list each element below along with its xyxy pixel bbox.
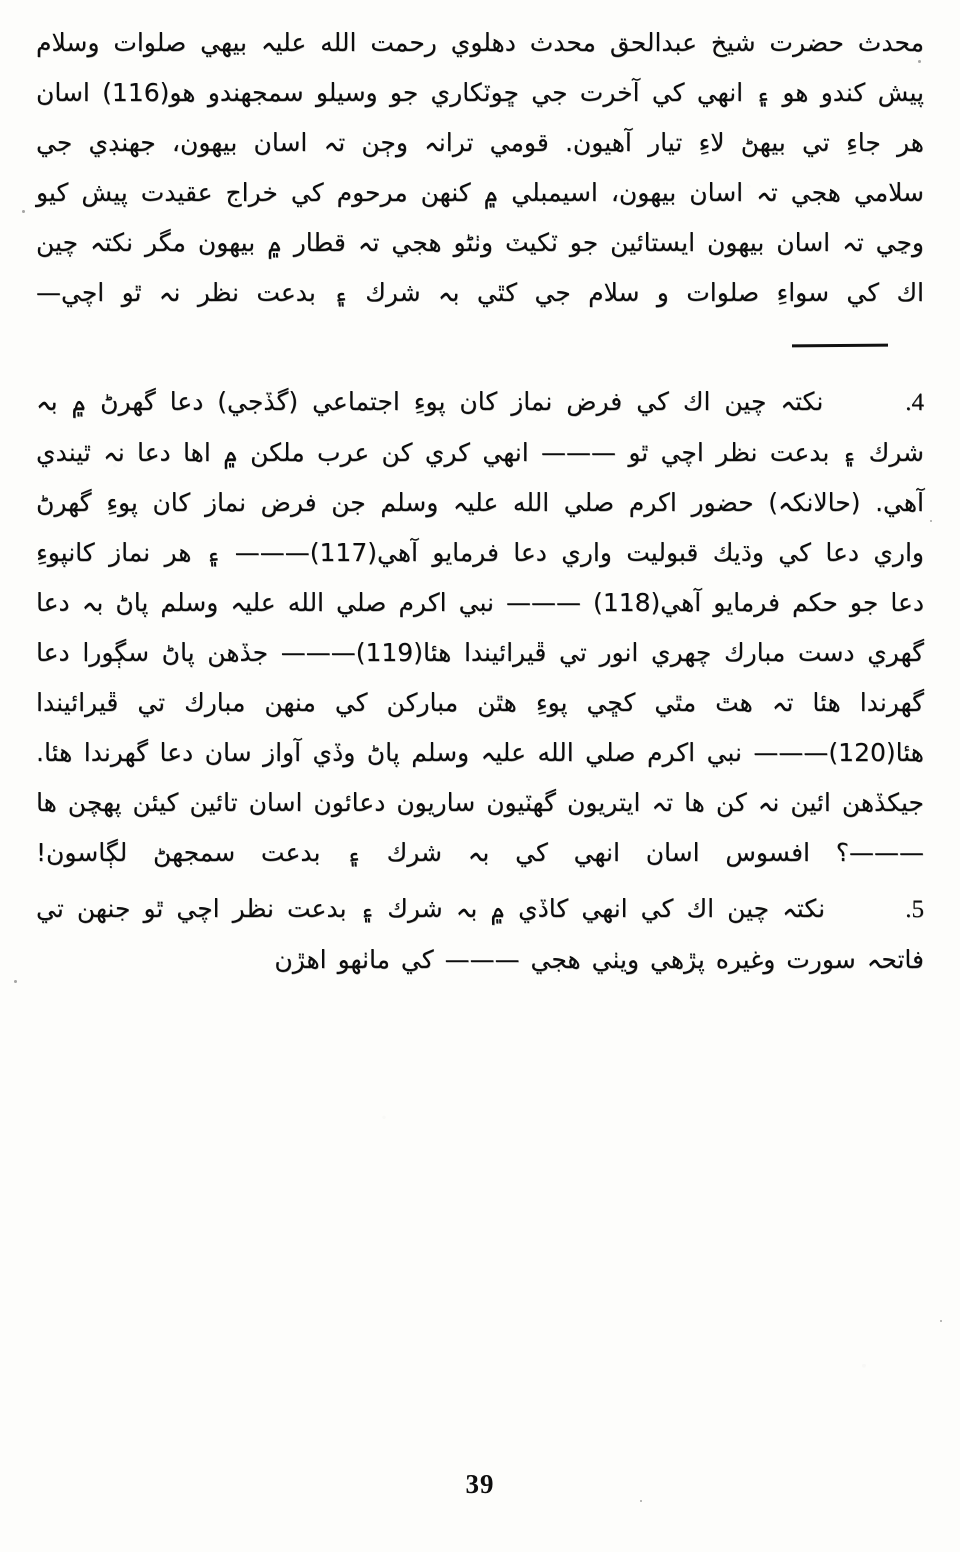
scan-speckle [14, 980, 17, 983]
page-number: 39 [465, 1469, 495, 1499]
page-body [36, 18, 924, 1552]
opening-passage: محدث حضرت شيخ عبدالحق محدث دهلوي رحمت الله عليہ بيهي صلوات وسلام پيش كندو هو ۽ انهي كي آخرت جي ڇوٽكاري جو وسيلو سمجهندو هو(116) اسان هر جاءِ تي بيهڻ لاءِ تيار آهيون. قومي ترانہ وڄن تہ اسان بيهون، جهنڊي جي سلامي هجي تہ اسان بيهون، اسيمبلي ۾ كنهن مرحوم كي خراج عقيدت پيش كيو وڃي تہ اسان بيهون ايستائين جو ٽكيٽ وٺڻو هجي تہ قطار ۾ بيهون مگر نكتہ چين اك كي سواءِ صلوات و سلام جي كٿي بہ شرك ۽ بدعت نظر نہ ٿو اچي— [36, 28, 924, 307]
scan-speckle [930, 520, 932, 522]
item-4-marker: 4. [905, 389, 924, 416]
scan-speckle [22, 210, 25, 213]
numbered-item-5 [36, 884, 924, 985]
numbered-item-4 [36, 377, 924, 878]
item-4-text: نكتہ چين اك كي فرض نماز كان پوءِ اجتماعي (گڏجي) دعا گهرڻ ۾ بہ شرك ۽ بدعت نظر اچي ٿو ——— انهي كري كن عرب ملكن ۾ اها دعا نہ ٿيندي آهي. (حالانكہ) حضور اكرم صلي الله عليہ وسلم جن فرض نماز كان پوءِ گهرڻ واري دعا كي وڌيك قبوليت واري دعا فرمايو آهي(117)——— ۽ هر نماز كانپوءِ دعا جو حكم فرمايو آهي(118) ——— نبي اكرم صلي الله عليہ وسلم پاڻ بہ دعا گهري دست مبارك چهري انور تي ڦيرائيندا هئا(119)——— جڏهن پاڻ سڳورا دعا گهرندا هئا تہ هٿ مٿي كڇي پوءِ هٿن مباركن كي منهن مبارك تي ڦيرائيندا هئا(120)——— نبي اكرم صلي الله عليہ وسلم پاڻ وڏي آواز سان دعا گهرندا هئا. جيكڏهن ائين نہ كن ها تہ ايتريون گهٽيون ساريون دعائون اسان تائين كيئن پهچن ها———؟ افسوس اسان انهي كي بہ شرك ۽ بدعت سمجهڻ لڳاسون! [36, 387, 925, 867]
scan-speckle [940, 1320, 942, 1322]
item-5-text: نكتہ چين اك كي انهي كاڏي ۾ بہ شرك ۽ بدعت نظر اچي ٿو جنهن تي فاتحہ سورت وغيره پڙهي ويٺي هجي ——— كي ماٺهو اهڙن [36, 894, 924, 974]
section-divider-rule [792, 344, 888, 348]
item-5-marker: 5. [905, 896, 924, 923]
